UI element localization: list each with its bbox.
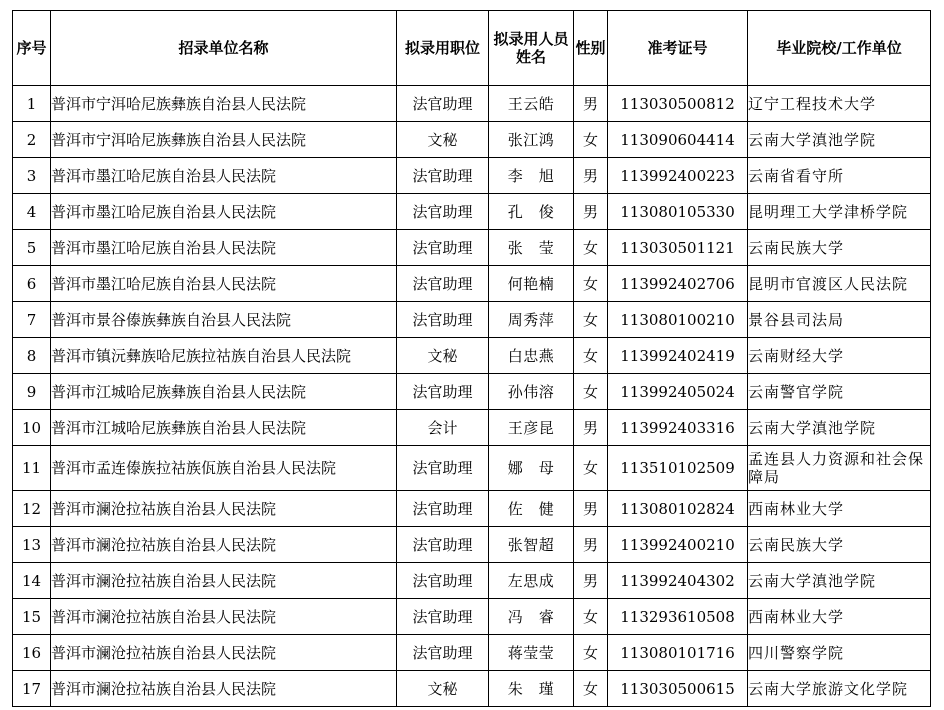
cell-ticket: 113992404302 [608, 563, 748, 599]
cell-gender: 女 [574, 230, 608, 266]
cell-ticket: 113080101716 [608, 635, 748, 671]
cell-position: 法官助理 [397, 599, 489, 635]
cell-name: 张江鸿 [489, 122, 574, 158]
cell-index: 5 [13, 230, 51, 266]
table-row [13, 86, 931, 122]
cell-index: 1 [13, 86, 51, 122]
cell-ticket: 113030500812 [608, 86, 748, 122]
cell-index: 2 [13, 122, 51, 158]
cell-gender: 男 [574, 86, 608, 122]
cell-position: 法官助理 [397, 302, 489, 338]
cell-name: 王云皓 [489, 86, 574, 122]
table-row [13, 338, 931, 374]
recruitment-table [12, 10, 931, 707]
table-row [13, 374, 931, 410]
cell-name: 王彦昆 [489, 410, 574, 446]
cell-name: 蒋莹莹 [489, 635, 574, 671]
cell-gender: 女 [574, 302, 608, 338]
cell-unit: 普洱市澜沧拉祜族自治县人民法院 [51, 671, 397, 707]
header-ticket: 准考证号 [608, 11, 748, 86]
cell-school: 云南省看守所 [748, 158, 931, 194]
cell-unit: 普洱市景谷傣族彝族自治县人民法院 [51, 302, 397, 338]
cell-index: 6 [13, 266, 51, 302]
cell-school: 云南大学滇池学院 [748, 563, 931, 599]
cell-unit: 普洱市墨江哈尼族自治县人民法院 [51, 158, 397, 194]
cell-name: 孙伟溶 [489, 374, 574, 410]
cell-position: 法官助理 [397, 527, 489, 563]
cell-gender: 男 [574, 410, 608, 446]
cell-name: 左思成 [489, 563, 574, 599]
table-row [13, 158, 931, 194]
cell-school: 昆明理工大学津桥学院 [748, 194, 931, 230]
header-name: 拟录用人员姓名 [489, 11, 574, 86]
header-gender: 性别 [574, 11, 608, 86]
cell-name: 朱 瑾 [489, 671, 574, 707]
table-row [13, 635, 931, 671]
cell-gender: 女 [574, 338, 608, 374]
cell-position: 法官助理 [397, 491, 489, 527]
cell-unit: 普洱市澜沧拉祜族自治县人民法院 [51, 491, 397, 527]
table-row [13, 491, 931, 527]
cell-name: 张 莹 [489, 230, 574, 266]
cell-index: 3 [13, 158, 51, 194]
cell-gender: 男 [574, 158, 608, 194]
cell-position: 法官助理 [397, 446, 489, 491]
header-school: 毕业院校/工作单位 [748, 11, 931, 86]
cell-position: 文秘 [397, 122, 489, 158]
cell-unit: 普洱市江城哈尼族彝族自治县人民法院 [51, 410, 397, 446]
cell-school: 云南警官学院 [748, 374, 931, 410]
cell-name: 李 旭 [489, 158, 574, 194]
cell-gender: 女 [574, 446, 608, 491]
header-index: 序号 [13, 11, 51, 86]
table-row [13, 266, 931, 302]
cell-school: 辽宁工程技术大学 [748, 86, 931, 122]
table-row [13, 527, 931, 563]
cell-name: 冯 睿 [489, 599, 574, 635]
cell-ticket: 113992400210 [608, 527, 748, 563]
cell-unit: 普洱市澜沧拉祜族自治县人民法院 [51, 599, 397, 635]
cell-ticket: 113080102824 [608, 491, 748, 527]
cell-school: 云南民族大学 [748, 230, 931, 266]
cell-school: 西南林业大学 [748, 491, 931, 527]
cell-name: 周秀萍 [489, 302, 574, 338]
cell-gender: 女 [574, 266, 608, 302]
cell-index: 4 [13, 194, 51, 230]
table-row [13, 446, 931, 491]
cell-position: 文秘 [397, 338, 489, 374]
cell-unit: 普洱市孟连傣族拉祜族佤族自治县人民法院 [51, 446, 397, 491]
cell-ticket: 113090604414 [608, 122, 748, 158]
table-row [13, 122, 931, 158]
table-header-row [13, 11, 931, 86]
cell-name: 娜 母 [489, 446, 574, 491]
cell-school: 云南大学旅游文化学院 [748, 671, 931, 707]
cell-school: 云南民族大学 [748, 527, 931, 563]
cell-name: 张智超 [489, 527, 574, 563]
cell-school: 云南大学滇池学院 [748, 122, 931, 158]
cell-school: 云南财经大学 [748, 338, 931, 374]
cell-school: 孟连县人力资源和社会保障局 [748, 446, 931, 491]
cell-position: 法官助理 [397, 563, 489, 599]
cell-gender: 女 [574, 599, 608, 635]
cell-index: 9 [13, 374, 51, 410]
cell-school: 四川警察学院 [748, 635, 931, 671]
cell-position: 文秘 [397, 671, 489, 707]
cell-gender: 女 [574, 671, 608, 707]
cell-school: 景谷县司法局 [748, 302, 931, 338]
cell-gender: 男 [574, 527, 608, 563]
cell-gender: 男 [574, 563, 608, 599]
cell-unit: 普洱市墨江哈尼族自治县人民法院 [51, 230, 397, 266]
table-body [13, 86, 931, 707]
cell-position: 会计 [397, 410, 489, 446]
cell-unit: 普洱市墨江哈尼族自治县人民法院 [51, 194, 397, 230]
cell-position: 法官助理 [397, 158, 489, 194]
header-position: 拟录用职位 [397, 11, 489, 86]
cell-name: 佐 健 [489, 491, 574, 527]
table-row [13, 563, 931, 599]
cell-unit: 普洱市镇沅彝族哈尼族拉祜族自治县人民法院 [51, 338, 397, 374]
cell-position: 法官助理 [397, 266, 489, 302]
cell-name: 何艳楠 [489, 266, 574, 302]
cell-gender: 女 [574, 122, 608, 158]
table-row [13, 230, 931, 266]
cell-ticket: 113992400223 [608, 158, 748, 194]
cell-position: 法官助理 [397, 86, 489, 122]
table-row [13, 671, 931, 707]
cell-unit: 普洱市澜沧拉祜族自治县人民法院 [51, 563, 397, 599]
cell-ticket: 113992403316 [608, 410, 748, 446]
cell-index: 17 [13, 671, 51, 707]
cell-index: 7 [13, 302, 51, 338]
cell-ticket: 113030500615 [608, 671, 748, 707]
cell-ticket: 113510102509 [608, 446, 748, 491]
cell-name: 白忠燕 [489, 338, 574, 374]
cell-unit: 普洱市江城哈尼族彝族自治县人民法院 [51, 374, 397, 410]
cell-index: 8 [13, 338, 51, 374]
cell-index: 16 [13, 635, 51, 671]
cell-gender: 男 [574, 194, 608, 230]
cell-position: 法官助理 [397, 230, 489, 266]
cell-ticket: 113992405024 [608, 374, 748, 410]
header-unit: 招录单位名称 [51, 11, 397, 86]
cell-gender: 女 [574, 635, 608, 671]
cell-ticket: 113992402706 [608, 266, 748, 302]
cell-position: 法官助理 [397, 635, 489, 671]
cell-index: 11 [13, 446, 51, 491]
table-row [13, 302, 931, 338]
table-row [13, 194, 931, 230]
cell-school: 西南林业大学 [748, 599, 931, 635]
cell-index: 12 [13, 491, 51, 527]
cell-unit: 普洱市宁洱哈尼族彝族自治县人民法院 [51, 86, 397, 122]
cell-unit: 普洱市宁洱哈尼族彝族自治县人民法院 [51, 122, 397, 158]
cell-ticket: 113293610508 [608, 599, 748, 635]
cell-position: 法官助理 [397, 374, 489, 410]
cell-gender: 男 [574, 491, 608, 527]
cell-index: 10 [13, 410, 51, 446]
cell-index: 15 [13, 599, 51, 635]
cell-school: 云南大学滇池学院 [748, 410, 931, 446]
cell-ticket: 113080105330 [608, 194, 748, 230]
cell-unit: 普洱市澜沧拉祜族自治县人民法院 [51, 635, 397, 671]
table-row [13, 410, 931, 446]
cell-position: 法官助理 [397, 194, 489, 230]
cell-index: 13 [13, 527, 51, 563]
cell-school: 昆明市官渡区人民法院 [748, 266, 931, 302]
cell-gender: 女 [574, 374, 608, 410]
cell-index: 14 [13, 563, 51, 599]
cell-unit: 普洱市澜沧拉祜族自治县人民法院 [51, 527, 397, 563]
cell-name: 孔 俊 [489, 194, 574, 230]
cell-ticket: 113030501121 [608, 230, 748, 266]
cell-unit: 普洱市墨江哈尼族自治县人民法院 [51, 266, 397, 302]
table-row [13, 599, 931, 635]
cell-ticket: 113080100210 [608, 302, 748, 338]
cell-ticket: 113992402419 [608, 338, 748, 374]
